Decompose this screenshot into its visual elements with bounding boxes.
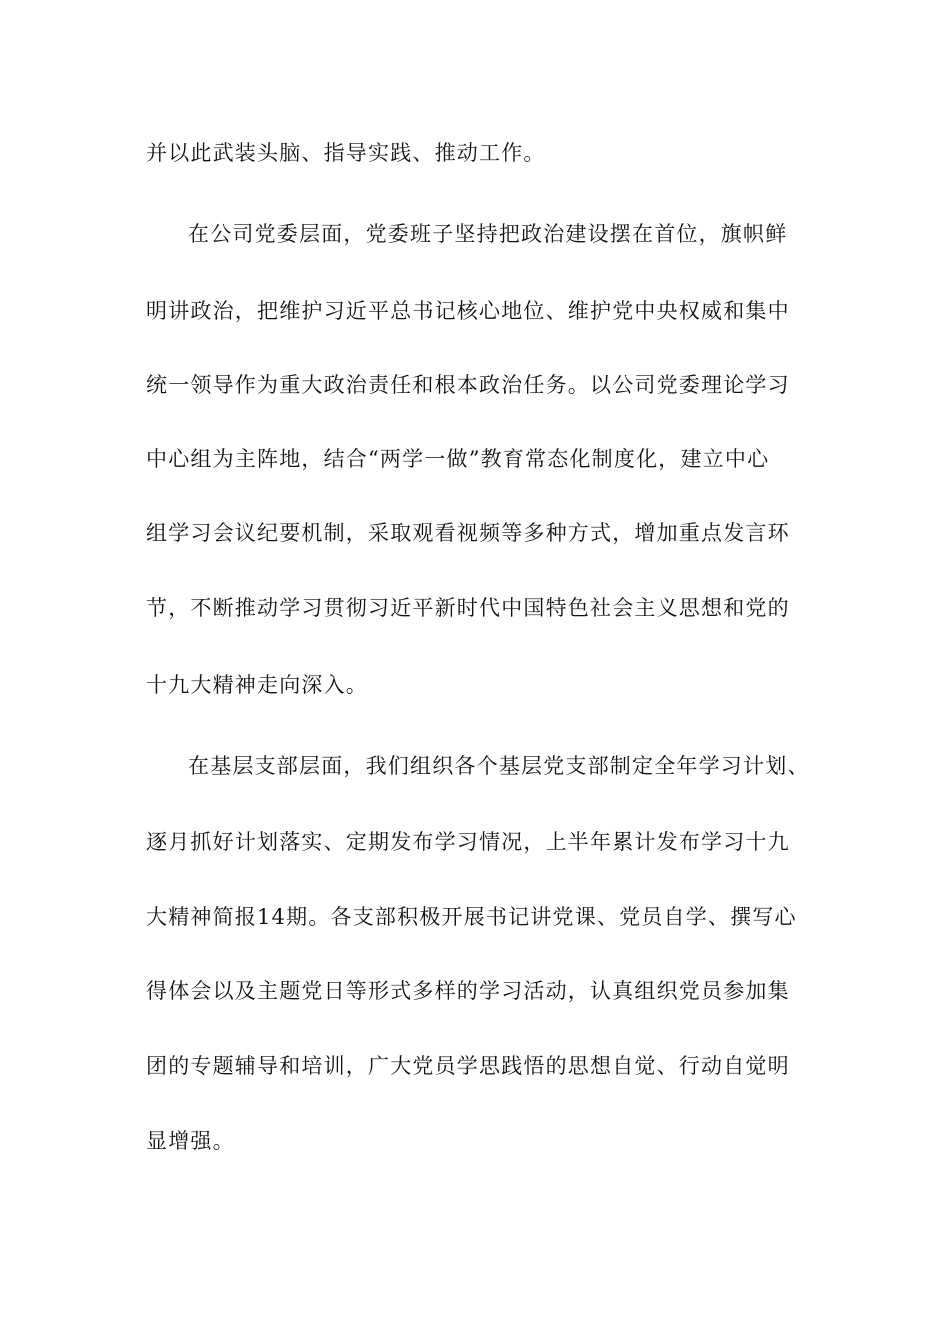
text-line: 并以此武装头脑、指导实践、推动工作。: [146, 141, 546, 165]
text-line: 团的专题辅导和培训，广大党员学思践悟的思想自觉、行动自觉明: [146, 1054, 790, 1078]
text-line: 十九大精神走向深入。: [146, 673, 368, 697]
text-line: 中心组为主阵地，结合“两学一做”教育常态化制度化，建立中心: [146, 447, 770, 471]
paragraph-first-line: 在公司党委层面，党委班子坚持把政治建设摆在首位，旗帜鲜: [188, 222, 788, 246]
text-line: 得体会以及主题党日等形式多样的学习活动，认真组织党员参加集: [146, 979, 790, 1003]
paragraph-first-line: 在基层支部层面，我们组织各个基层党支部制定全年学习计划、: [188, 754, 810, 778]
text-line: 大精神简报14期。各支部积极开展书记讲党课、党员自学、撰写心: [146, 905, 797, 929]
text-line: 逐月抓好计划落实、定期发布学习情况，上半年累计发布学习十九: [146, 830, 790, 854]
text-line: 显增强。: [146, 1129, 235, 1153]
text-line: 组学习会议纪要机制，采取观看视频等多种方式，增加重点发言环: [146, 521, 790, 545]
text-line: 节，不断推动学习贯彻习近平新时代中国特色社会主义思想和党的: [146, 596, 790, 620]
text-line: 统一领导作为重大政治责任和根本政治任务。以公司党委理论学习: [146, 373, 790, 397]
text-line: 明讲政治，把维护习近平总书记核心地位、维护党中央权威和集中: [146, 299, 790, 323]
